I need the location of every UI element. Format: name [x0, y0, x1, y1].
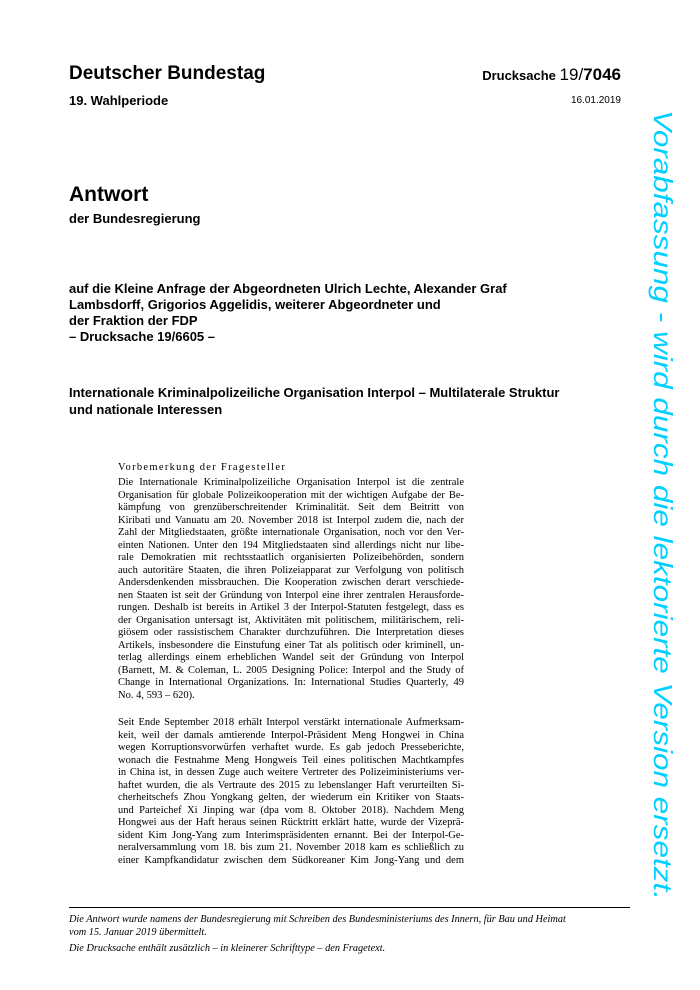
text-line: einten Nationen. Unter den 194 Mitgliedstaaten sind allerdings nicht nur libe-	[118, 539, 464, 551]
footnote-transmission	[69, 913, 639, 939]
text-line: Hongwei aus der Haft heraus seinen Rücktritt erklärt hatte, wurde der Vizeprä-	[118, 817, 464, 828]
text-line: in China ist, in dessen Zuge auch weitere Vertreter des Polizeiministeriums ver-	[118, 767, 464, 778]
text-line: Artikels, insbesondere die Einstufung einer Tat als politisch oder kriminell, un-	[118, 639, 464, 651]
institution-name: Deutscher Bundestag	[69, 63, 266, 84]
draft-watermark	[640, 110, 684, 900]
text-line: nen Staaten ist seit der Gründung von Interpol eine ihrer zentralen Herausforde-	[118, 589, 464, 601]
footnote-line: Die Antwort wurde namens der Bundesregierung mit Schreiben des Bundesministeriums des Innern, für Bau und Heimat	[69, 914, 566, 925]
drucksache-number-main: 7046	[583, 65, 621, 84]
text-line: neralversammlung vom 18. bis zum 21. November 2018 kam es schließlich zu	[118, 842, 464, 853]
text-line: der Organisation untersagt ist, Aktivitäten mit politischem, militärischem, reli-	[118, 614, 464, 626]
drucksache-number	[482, 65, 621, 85]
body-paragraph-2	[118, 717, 464, 867]
text-line: wonach die Festnahme Meng Hongweis Teil eines politischen Machtkampfes	[118, 754, 464, 766]
text-line: sident Kim Jong-Yang zum Interimspräsidenten ernannt. Bei der Interpol-Ge-	[118, 829, 464, 841]
footnote-divider	[69, 907, 630, 908]
document-title: Antwort	[69, 183, 149, 206]
preliminary-remark-heading: Vorbemerkung der Fragesteller	[118, 462, 287, 473]
subject-title	[69, 384, 629, 418]
text-line: Organisation für globale Polizeikooperation mit der wichtigen Aufgabe der Be-	[118, 489, 464, 501]
text-line: einer Kampfkandidatur zwischen dem Südkoreaner Kim Jong-Yang und dem	[118, 854, 464, 866]
text-line: kämpfung von grenzüberschreitender Kriminalität. Seit dem Beitritt von	[118, 502, 464, 513]
inquiry-line: – Drucksache 19/6605 –	[69, 329, 215, 344]
text-line: keit, weil der damals amtierende Interpol-Präsident Meng Hongwei in China	[118, 729, 464, 741]
drucksache-number-prefix: 19/	[559, 65, 584, 84]
subject-line: Internationale Kriminalpolizeiliche Organisation Interpol – Multilaterale Struktur	[69, 385, 560, 400]
inquiry-line: auf die Kleine Anfrage der Abgeordneten Ulrich Lechte, Alexander Graf	[69, 281, 507, 296]
legislative-period: 19. Wahlperiode	[69, 93, 169, 108]
drucksache-label: Drucksache	[482, 68, 556, 83]
document-subtitle: der Bundesregierung	[69, 211, 201, 226]
text-line: haftet wurden, die als Vertraute des 2015 zu lebenslanger Haft verurteilten Si-	[118, 779, 464, 791]
text-line: Change in International Organizations. In: International Studies Quarterly, 49	[118, 677, 464, 688]
text-line: (Barnett, M. & Coleman, L. 2005 Designing Police: Interpol and the Study of	[118, 664, 464, 676]
inquiry-reference	[69, 281, 589, 345]
text-line: und Parteichef Xi Jinping war (dpa vom 8. Oktober 2018). Nachdem Meng	[118, 804, 464, 816]
text-line: wegen Korruptionsvorwürfen verhaftet wurde. Es gab jedoch Presseberichte,	[118, 742, 464, 753]
body-paragraph-1	[118, 477, 464, 702]
footnote-line: vom 15. Januar 2019 übermittelt.	[69, 927, 207, 938]
text-line: Andersdenkenden missbrauchen. Die Kooperation zwischen derart verschiede-	[118, 577, 464, 588]
footnote-font-note: Die Drucksache enthält zusätzlich – in kleinerer Schrifttype – den Fragetext.	[69, 943, 386, 954]
text-line: No. 4, 593 – 620).	[118, 689, 195, 701]
text-line: auch autoritäre Staaten, die ihren Polizeiapparat zur Verfolgung von politisch	[118, 564, 464, 576]
watermark-text: Vorabfassung - wird durch die lektorierte Version ersetzt.	[648, 110, 678, 763]
subject-line: und nationale Interessen	[69, 402, 223, 417]
text-line: terlag allerdings einem erheblichen Wandel seit der Gründung von Interpol	[118, 652, 464, 663]
text-line: giösem oder rassistischem Charakter durchzuführen. Die Interpretation dieses	[118, 627, 464, 638]
document-date: 16.01.2019	[570, 95, 621, 106]
text-line: Die Internationale Kriminalpolizeiliche Organisation Interpol ist die zentrale	[118, 477, 464, 488]
text-line: rale Demokratien mit rechtsstaatlich organisierten Polizeibehörden, sondern	[118, 552, 464, 563]
text-line: Zahl der Mitgliedstaaten, größte internationale Organisation, noch vor den Ver-	[118, 527, 464, 538]
inquiry-line: der Fraktion der FDP	[69, 313, 198, 328]
text-line: cherheitschefs Zhou Yongkang gelten, der wiederum ein Kritiker von Staats-	[118, 792, 464, 803]
text-line: rungen. Deshalb ist bereits in Artikel 3 der Interpol-Statuten festgelegt, dass es	[118, 602, 464, 613]
inquiry-line: Lambsdorff, Grigorios Aggelidis, weiterer Abgeordneter und	[69, 297, 441, 312]
text-line: Seit Ende September 2018 erhält Interpol verstärkt internationale Aufmerksam-	[118, 717, 464, 728]
text-line: Kiribati und Vanuatu am 20. November 2018 ist Interpol zudem die, nach der	[118, 514, 464, 526]
